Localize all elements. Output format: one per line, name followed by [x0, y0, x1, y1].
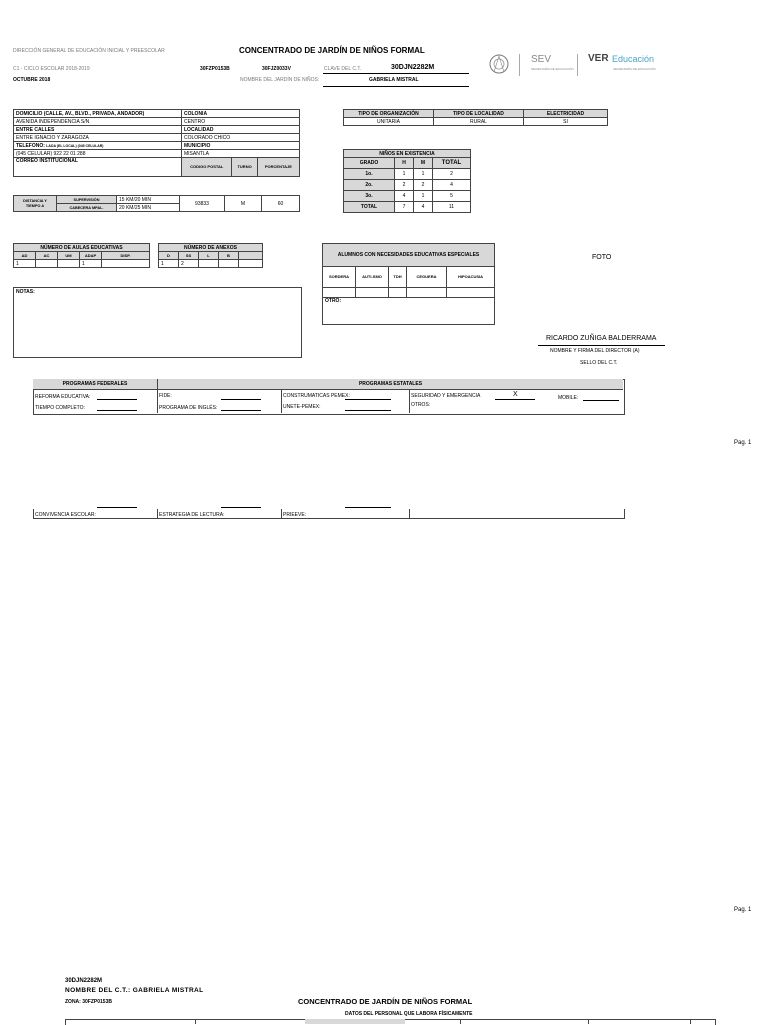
- field-line: [97, 410, 137, 411]
- table-row: [344, 180, 471, 191]
- grade-cell: 3o.: [344, 191, 395, 202]
- field-line: [97, 507, 137, 508]
- telefono-sublabel: LADA (EL LOCAL) (045 CELULAR): [46, 143, 104, 148]
- field-line: [345, 507, 391, 508]
- mobile-label: MOBILE:: [558, 395, 579, 401]
- children-table: [343, 149, 471, 213]
- municipio-value: MISANTLA: [182, 150, 300, 158]
- special-needs-header: SORDERA: [323, 267, 356, 288]
- total-cell: 2: [433, 169, 471, 180]
- educacion-logo: Educación: [612, 54, 655, 64]
- aulas-header: DISP.: [102, 252, 150, 260]
- staff-header-cell: [305, 1019, 405, 1024]
- col-divider: [409, 509, 410, 518]
- ingles-label: PROGRAMA DE INGLÉS:: [159, 405, 218, 411]
- clave-label: CLAVE DEL C.T.: [324, 66, 362, 72]
- correo-label: CORREO INSTITUCIONAL: [14, 158, 182, 177]
- locality-type-header: TIPO DE LOCALIDAD: [434, 110, 524, 118]
- anexos-header: [239, 252, 263, 260]
- municipio-label: MUNICIPIO: [182, 142, 300, 150]
- field-line: [221, 507, 261, 508]
- cp-label: CODIGO POSTAL: [182, 158, 232, 177]
- school-name-value: GABRIELA MISTRAL: [369, 77, 419, 83]
- footer-title: CONCENTRADO DE JARDÍN DE NIÑOS FORMAL: [298, 997, 473, 1006]
- document-title: CONCENTRADO DE JARDÍN DE NIÑOS FORMAL: [239, 46, 425, 55]
- anexos-title: NÚMERO DE ANEXOS: [159, 244, 263, 252]
- supervision-value: 15 KM/20 MIN: [117, 196, 180, 204]
- footer-subtitle: DATOS DEL PERSONAL QUE LABORA FÍSICAMENTE: [345, 1011, 473, 1017]
- girls-cell: 1: [414, 191, 433, 202]
- anexos-header: L: [199, 252, 219, 260]
- distance-table: [13, 195, 300, 212]
- aulas-cell: [102, 260, 150, 268]
- total-cell: 4: [433, 180, 471, 191]
- col-divider: [195, 1019, 196, 1024]
- entre-value: ENTRE IGNACIO Y ZARAGOZA: [14, 134, 182, 142]
- reforma-label: REFORMA EDUCATIVA:: [35, 394, 91, 400]
- girls-header: M: [414, 158, 433, 169]
- grade-cell: 2o.: [344, 180, 395, 191]
- boys-header: H: [395, 158, 414, 169]
- field-line: [97, 399, 137, 400]
- school-cycle: C1 - CICLO ESCOLAR 2018-2019: [13, 66, 90, 72]
- notes-box: [13, 287, 302, 358]
- org-type-header: TIPO DE ORGANIZACIÓN: [344, 110, 434, 118]
- cabecera-label: CABECERA MPAL.: [57, 204, 117, 212]
- field-line: [221, 410, 261, 411]
- sev-subtitle: SECRETARÍA DE EDUCACIÓN: [531, 67, 574, 71]
- aulas-table: [13, 243, 150, 268]
- porcentaje-value: 60: [262, 196, 300, 212]
- sev-logo: SEV: [531, 54, 552, 65]
- aulas-header: AD: [14, 252, 36, 260]
- otros-label: OTROS:: [411, 402, 431, 408]
- aulas-header: ADAP: [80, 252, 102, 260]
- girls-cell: 1: [414, 169, 433, 180]
- state-seal-icon: [488, 52, 510, 76]
- boys-cell: 1: [395, 169, 414, 180]
- special-needs-table: [322, 243, 495, 325]
- domicilio-label: DOMICILIO (CALLE, AV., BLVD., PRIVADA, ANDADOR): [14, 110, 182, 118]
- col-divider: [690, 1019, 691, 1024]
- boys-cell: 2: [395, 180, 414, 191]
- address-table: [13, 109, 300, 177]
- colonia-label: COLONIA: [182, 110, 300, 118]
- aulas-header: AC: [36, 252, 58, 260]
- special-needs-title: ALUMNOS CON NECESIDADES EDUCATIVAS ESPECIALES: [323, 244, 495, 267]
- total-cell: 5: [433, 191, 471, 202]
- logo-divider-2: [577, 54, 578, 76]
- field-line: [345, 410, 391, 411]
- turno-label: TURNO: [232, 158, 257, 177]
- anexos-cell: [239, 260, 263, 268]
- aulas-header: UM: [58, 252, 80, 260]
- total-header: TOTAL: [433, 158, 471, 169]
- entre-label: ENTRE CALLES: [14, 126, 182, 134]
- state-programs-header: PROGRAMAS ESTATALES: [158, 379, 623, 390]
- logo-divider: [519, 54, 520, 76]
- federal-programs-header: PROGRAMAS FEDERALES: [33, 379, 158, 390]
- anexos-cell: 1: [159, 260, 179, 268]
- field-line: [583, 400, 619, 401]
- anexos-cell: [219, 260, 239, 268]
- turno-value: M: [225, 196, 262, 212]
- ver-logo: VER: [588, 53, 609, 64]
- tiempo-label: TIEMPO COMPLETO:: [35, 405, 85, 411]
- anexos-header: B: [219, 252, 239, 260]
- seguridad-check: X: [513, 391, 518, 398]
- notes-label: NOTAS:: [16, 289, 35, 295]
- col-divider: [157, 390, 158, 413]
- photo-placeholder: FOTO: [592, 254, 612, 261]
- col-divider: [281, 509, 282, 518]
- boys-cell: 7: [395, 202, 414, 213]
- special-needs-header: AUTI-SMO: [356, 267, 389, 288]
- org-type-value: UNITARIA: [344, 118, 434, 126]
- grade-cell: TOTAL: [344, 202, 395, 213]
- school-name-underline: [323, 86, 469, 87]
- table-row: [344, 169, 471, 180]
- aulas-cell: 1: [14, 260, 36, 268]
- page-number-2: Pag. 1: [734, 907, 752, 913]
- distancia-label: DISTANCIA Y TIEMPO A: [14, 196, 57, 212]
- director-caption: NOMBRE Y FIRMA DEL DIRECTOR (A): [550, 348, 640, 354]
- convivencia-label: CONVIVENCIA ESCOLAR:: [35, 512, 96, 518]
- aulas-title: NÚMERO DE AULAS EDUCATIVAS: [14, 244, 150, 252]
- unete-label: UNETE-PEMEX:: [283, 404, 321, 410]
- anexos-table: [158, 243, 263, 268]
- domicilio-value: AVENIDA INDEPENDENCIA S/N: [14, 118, 182, 126]
- table-row: [344, 202, 471, 213]
- director-name: RICARDO ZUÑIGA BALDERRAMA: [546, 335, 657, 342]
- aulas-cell: [36, 260, 58, 268]
- col-divider: [281, 390, 282, 413]
- aulas-cell: [58, 260, 80, 268]
- col-divider: [460, 1019, 461, 1024]
- col-divider: [157, 509, 158, 518]
- clave-underline: [323, 73, 469, 74]
- electricity-value: SI: [524, 118, 608, 126]
- field-line: [221, 399, 261, 400]
- porcentaje-label: PORCENTAJE: [257, 158, 299, 177]
- field-line: [495, 399, 535, 400]
- telefono-value: (045 CELULAR) 922 22 01 288: [14, 150, 182, 158]
- cp-value: 93833: [180, 196, 225, 212]
- fide-label: FIDE:: [159, 393, 172, 399]
- special-needs-header: HIPOACUSIA: [447, 267, 495, 288]
- telefono-label: TELEFONO:: [16, 142, 45, 149]
- anexos-header: D: [159, 252, 179, 260]
- clave-value: 30DJN2282M: [391, 64, 435, 71]
- anexos-cell: 2: [179, 260, 199, 268]
- localidad-value: COLORADO CHICO: [182, 134, 300, 142]
- localidad-label: LOCALIDAD: [182, 126, 300, 134]
- supervision-label: SUPERVISIÓN: [57, 196, 117, 204]
- footer-zone: ZONA: 30FZP0153B: [65, 999, 112, 1005]
- table-row: [344, 191, 471, 202]
- report-month: OCTUBRE 2018: [13, 77, 51, 83]
- organization-table: [343, 109, 608, 126]
- grade-header: GRADO: [344, 158, 395, 169]
- sector-code: 30FJZ0033V: [262, 66, 291, 72]
- school-name-label: NOMBRE DEL JARDÍN DE NIÑOS:: [240, 77, 320, 83]
- field-line: [345, 399, 391, 400]
- col-divider: [409, 390, 410, 413]
- electricity-header: ELECTRICIDAD: [524, 110, 608, 118]
- signature-line: [538, 345, 665, 346]
- col-divider: [588, 1019, 589, 1024]
- footer-school-name: NOMBRE DEL C.T.: GABRIELA MISTRAL: [65, 987, 204, 994]
- boys-cell: 4: [395, 191, 414, 202]
- total-cell: 11: [433, 202, 471, 213]
- girls-cell: 4: [414, 202, 433, 213]
- programs-bottom-box: [33, 509, 625, 519]
- estrategia-label: ESTRATEGIA DE LECTURA:: [159, 512, 225, 518]
- seal-caption: SELLO DEL C.T.: [580, 360, 618, 366]
- footer-clave: 30DJN2282M: [65, 978, 103, 984]
- grade-cell: 1o.: [344, 169, 395, 180]
- special-needs-header: CEGUERA: [407, 267, 447, 288]
- ver-subtitle: SECRETARÍA DE EDUCACIÓN: [613, 67, 656, 71]
- colonia-value: CENTRO: [182, 118, 300, 126]
- aulas-cell: 1: [80, 260, 102, 268]
- page-number: Pag. 1: [734, 440, 752, 446]
- children-title: NIÑOS EN EXISTENCIA: [344, 150, 471, 158]
- prieeve-label: PRIEEVE:: [283, 512, 307, 518]
- girls-cell: 2: [414, 180, 433, 191]
- cabecera-value: 20 KM/25 MIN: [117, 204, 180, 212]
- locality-type-value: RURAL: [434, 118, 524, 126]
- otro-label: OTRO:: [323, 298, 495, 325]
- zone-code: 30FZP0153B: [200, 66, 230, 72]
- anexos-header: SS: [179, 252, 199, 260]
- seguridad-label: SEGURIDAD Y EMERGENCIA: [411, 393, 481, 399]
- construmaticas-label: CONSTRUMATICAS PEMEX:: [283, 393, 350, 399]
- special-needs-header: TDH: [389, 267, 407, 288]
- anexos-cell: [199, 260, 219, 268]
- department-name: DIRECCIÓN GENERAL DE EDUCACIÓN INICIAL Y PREESCOLAR: [13, 48, 165, 54]
